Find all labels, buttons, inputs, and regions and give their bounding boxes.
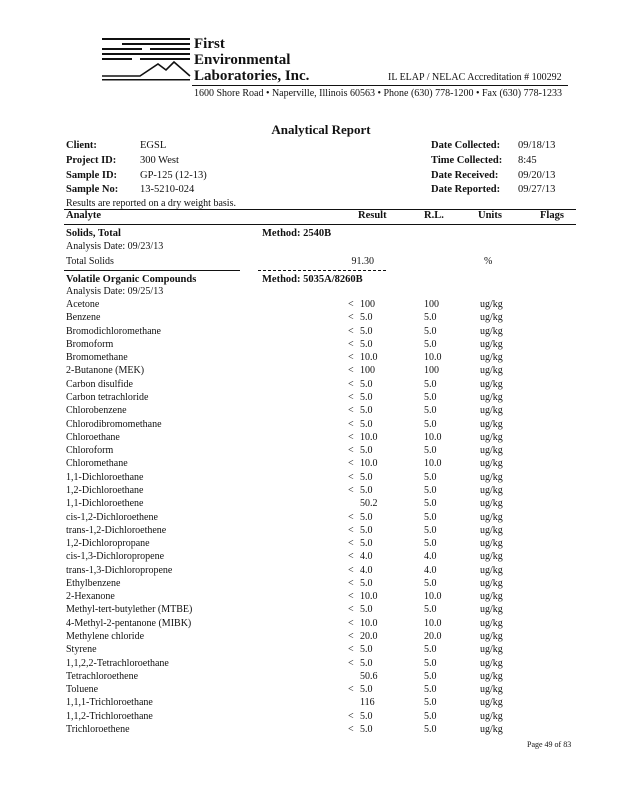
rl-cell: 5.0 (424, 604, 437, 616)
company-name-line3: Laboratories, Inc. (194, 68, 310, 84)
analyte-cell: Acetone (66, 299, 100, 310)
rl-cell: 10.0 (424, 352, 442, 364)
less-than-cell: < (348, 458, 354, 470)
less-than-cell: < (348, 657, 354, 669)
analyte-cell: Benzene (66, 312, 101, 324)
rl-cell: 5.0 (424, 312, 437, 324)
client-label: Client: (66, 140, 97, 151)
company-name-line1: First (194, 36, 225, 52)
analyte-cell: trans-1,2-Dichloroethene (66, 524, 167, 536)
result-cell: 10.0 (360, 431, 378, 443)
analyte-cell: 2-Hexanone (66, 591, 115, 603)
rl-cell: 4.0 (424, 551, 437, 563)
analyte-cell: Styrene (66, 644, 97, 656)
units-cell: ug/kg (480, 418, 503, 430)
result-cell: 4.0 (360, 551, 373, 563)
units-cell: ug/kg (480, 511, 503, 523)
units-cell: ug/kg (480, 710, 503, 722)
result-cell: 10.0 (360, 352, 378, 364)
rl-cell: 10.0 (424, 617, 442, 629)
voc-method: Method: 5035A/8260B (262, 274, 363, 285)
date-received-label: Date Received: (431, 170, 499, 181)
rl-cell: 5.0 (424, 684, 437, 696)
units-cell: ug/kg (480, 684, 503, 696)
units-cell: ug/kg (480, 498, 503, 510)
report-title: Analytical Report (271, 122, 371, 137)
rl-cell: 20.0 (424, 631, 442, 642)
less-than-cell: < (348, 338, 354, 350)
less-than-cell: < (348, 431, 354, 443)
units-cell: ug/kg (480, 577, 503, 589)
result-cell: 5.0 (360, 392, 373, 403)
less-than-cell: < (348, 538, 354, 549)
less-than-cell: < (348, 325, 354, 337)
less-than-cell: < (348, 724, 354, 735)
result-cell: 5.0 (360, 338, 373, 350)
analyte-cell: trans-1,3-Dichloropropene (66, 564, 173, 576)
analyte-cell: Toluene (66, 684, 99, 696)
less-than-cell: < (348, 352, 354, 364)
units-cell: ug/kg (480, 458, 503, 470)
rl-cell: 100 (424, 365, 439, 377)
units-cell: ug/kg (480, 657, 503, 669)
analyte-cell: Methyl-tert-butylether (MTBE) (66, 604, 193, 616)
col-rl: R.L. (424, 210, 444, 221)
units-cell: ug/kg (480, 617, 503, 629)
analyte-cell: Chloroform (66, 445, 114, 457)
rl-cell: 5.0 (424, 392, 437, 403)
less-than-cell: < (348, 392, 354, 403)
less-than-cell: < (348, 445, 354, 457)
less-than-cell: < (348, 591, 354, 603)
less-than-cell: < (348, 684, 354, 696)
result-cell: 4.0 (360, 564, 373, 576)
units-cell: ug/kg (480, 631, 503, 642)
column-header-rule-bottom (64, 224, 576, 225)
units-cell: ug/kg (480, 564, 503, 576)
units-cell: ug/kg (480, 445, 503, 457)
rl-cell: 5.0 (424, 445, 437, 457)
time-collected-label: Time Collected: (431, 155, 503, 166)
result-cell: 5.0 (360, 325, 373, 337)
analyte-cell: Tetrachloroethene (66, 670, 139, 682)
rl-cell: 5.0 (424, 378, 437, 390)
accreditation: IL ELAP / NELAC Accreditation # 100292 (388, 72, 562, 83)
result-cell: 116 (360, 697, 375, 709)
col-units: Units (478, 210, 502, 221)
company-name-line2: Environmental (194, 52, 291, 68)
analyte-cell: cis-1,3-Dichloropropene (66, 551, 165, 563)
analyte-cell: 1,1-Dichloroethane (66, 471, 144, 483)
rl-cell: 10.0 (424, 431, 442, 443)
date-collected-value: 09/18/13 (518, 140, 556, 151)
analyte-cell: 4-Methyl-2-pentanone (MIBK) (66, 617, 192, 629)
result-cell: 10.0 (360, 591, 378, 603)
result-cell: 5.0 (360, 378, 373, 390)
less-than-cell: < (348, 511, 354, 523)
rl-cell: 5.0 (424, 577, 437, 589)
rl-cell: 5.0 (424, 471, 437, 483)
less-than-cell: < (348, 710, 354, 722)
less-than-cell: < (348, 524, 354, 536)
analyte-cell: Bromodichloromethane (66, 325, 161, 337)
result-cell: 100 (360, 299, 375, 310)
section-rule (64, 270, 240, 271)
rl-cell: 5.0 (424, 538, 437, 549)
rl-cell: 5.0 (424, 418, 437, 430)
result-cell: 5.0 (360, 445, 373, 457)
analyte-cell: cis-1,2-Dichloroethene (66, 511, 158, 523)
analyte-cell: Chloromethane (66, 458, 128, 470)
rl-cell: 5.0 (424, 405, 437, 417)
units-cell: ug/kg (480, 338, 503, 350)
analyte-cell: 1,1,2-Trichloroethane (66, 710, 153, 722)
sample-id-value: GP-125 (12-13) (140, 170, 207, 181)
solids-analyte: Total Solids (66, 256, 114, 267)
time-collected-value: 8:45 (518, 155, 537, 166)
less-than-cell: < (348, 551, 354, 563)
rl-cell: 10.0 (424, 458, 442, 470)
less-than-cell: < (348, 312, 354, 324)
analyte-cell: Bromoform (66, 338, 114, 350)
analyte-cell: 2-Butanone (MEK) (66, 365, 145, 377)
units-cell: ug/kg (480, 524, 503, 536)
rl-cell: 100 (424, 299, 439, 310)
result-cell: 5.0 (360, 484, 373, 496)
less-than-cell: < (348, 378, 354, 390)
date-received-value: 09/20/13 (518, 170, 556, 181)
rl-cell: 5.0 (424, 484, 437, 496)
units-cell: ug/kg (480, 697, 503, 709)
analyte-cell: 1,1,2,2-Tetrachloroethane (66, 657, 169, 669)
basis-note: Results are reported on a dry weight basis. (66, 198, 236, 209)
result-cell: 5.0 (360, 312, 373, 324)
result-cell: 5.0 (360, 418, 373, 430)
result-cell: 5.0 (360, 471, 373, 483)
result-cell: 5.0 (360, 538, 373, 549)
less-than-cell: < (348, 418, 354, 430)
less-than-cell: < (348, 617, 354, 629)
units-cell: ug/kg (480, 591, 503, 603)
result-cell: 5.0 (360, 684, 373, 696)
result-cell: 10.0 (360, 617, 378, 629)
units-cell: ug/kg (480, 325, 503, 337)
units-cell: ug/kg (480, 365, 503, 377)
col-analyte: Analyte (66, 210, 101, 221)
rl-cell: 5.0 (424, 498, 437, 510)
rl-cell: 5.0 (424, 524, 437, 536)
analyte-cell: Chlorodibromomethane (66, 418, 162, 430)
sample-no-label: Sample No: (66, 184, 119, 195)
less-than-cell: < (348, 405, 354, 417)
units-cell: ug/kg (480, 471, 503, 483)
analyte-cell: Methylene chloride (66, 631, 145, 642)
analyte-cell: Chloroethane (66, 431, 120, 443)
client-value: EGSL (140, 140, 167, 151)
units-cell: ug/kg (480, 392, 503, 403)
date-reported-label: Date Reported: (431, 184, 501, 195)
solids-title: Solids, Total (66, 228, 121, 239)
units-cell: ug/kg (480, 378, 503, 390)
rl-cell: 5.0 (424, 670, 437, 682)
date-collected-label: Date Collected: (431, 140, 501, 151)
less-than-cell: < (348, 365, 354, 377)
units-cell: ug/kg (480, 644, 503, 656)
date-reported-value: 09/27/13 (518, 184, 556, 195)
company-logo (100, 34, 192, 82)
result-cell: 100 (360, 365, 375, 377)
units-cell: ug/kg (480, 604, 503, 616)
voc-analysis-date: Analysis Date: 09/25/13 (66, 286, 164, 297)
analyte-cell: Carbon tetrachloride (66, 392, 149, 403)
analyte-cell: Bromomethane (66, 352, 128, 364)
less-than-cell: < (348, 577, 354, 589)
solids-units: % (484, 256, 493, 267)
rl-cell: 10.0 (424, 591, 442, 603)
units-cell: ug/kg (480, 405, 503, 417)
header-rule (192, 85, 568, 86)
units-cell: ug/kg (480, 724, 503, 735)
project-label: Project ID: (66, 155, 117, 166)
analyte-cell: 1,2-Dichloroethane (66, 484, 144, 496)
result-cell: 50.2 (360, 498, 378, 510)
rl-cell: 5.0 (424, 644, 437, 656)
analyte-cell: 1,1-Dichloroethene (66, 498, 144, 510)
less-than-cell: < (348, 644, 354, 656)
rl-cell: 5.0 (424, 338, 437, 350)
rl-cell: 5.0 (424, 325, 437, 337)
result-cell: 10.0 (360, 458, 378, 470)
section-rule-dashed (258, 270, 386, 271)
solids-result: 91.30 (351, 256, 374, 267)
analyte-cell: 1,1,1-Trichloroethane (66, 697, 153, 709)
units-cell: ug/kg (480, 299, 503, 310)
solids-analysis-date: Analysis Date: 09/23/13 (66, 241, 164, 252)
rl-cell: 4.0 (424, 564, 437, 576)
result-cell: 20.0 (360, 631, 378, 642)
result-cell: 5.0 (360, 724, 373, 735)
units-cell: ug/kg (480, 670, 503, 682)
less-than-cell: < (348, 484, 354, 496)
result-cell: 5.0 (360, 644, 373, 656)
project-value: 300 West (140, 155, 179, 166)
voc-title: Volatile Organic Compounds (66, 274, 197, 285)
rl-cell: 5.0 (424, 724, 437, 735)
rl-cell: 5.0 (424, 657, 437, 669)
less-than-cell: < (348, 564, 354, 576)
units-cell: ug/kg (480, 352, 503, 364)
analyte-cell: 1,2-Dichloropropane (66, 538, 150, 549)
rl-cell: 5.0 (424, 697, 437, 709)
less-than-cell: < (348, 631, 354, 642)
units-cell: ug/kg (480, 431, 503, 443)
result-cell: 5.0 (360, 710, 373, 722)
rl-cell: 5.0 (424, 710, 437, 722)
result-cell: 5.0 (360, 405, 373, 417)
result-cell: 5.0 (360, 604, 373, 616)
result-cell: 5.0 (360, 577, 373, 589)
result-cell: 5.0 (360, 524, 373, 536)
result-cell: 5.0 (360, 657, 373, 669)
analyte-cell: Ethylbenzene (66, 577, 121, 589)
col-result: Result (358, 210, 387, 221)
page-number: Page 49 of 83 (527, 740, 572, 749)
sample-id-label: Sample ID: (66, 170, 118, 181)
rl-cell: 5.0 (424, 511, 437, 523)
analyte-cell: Trichloroethene (66, 724, 130, 735)
analyte-cell: Chlorobenzene (66, 405, 127, 417)
analyte-cell: Carbon disulfide (66, 378, 133, 390)
solids-method: Method: 2540B (262, 228, 332, 239)
result-cell: 50.6 (360, 670, 378, 682)
result-cell: 5.0 (360, 511, 373, 523)
less-than-cell: < (348, 604, 354, 616)
less-than-cell: < (348, 299, 354, 310)
sample-no-value: 13-5210-024 (140, 184, 195, 195)
units-cell: ug/kg (480, 538, 503, 549)
units-cell: ug/kg (480, 551, 503, 563)
col-flags: Flags (540, 210, 564, 221)
company-address: 1600 Shore Road • Naperville, Illinois 60563 • Phone (630) 778-1200 • Fax (630) 778-1233 (194, 88, 562, 99)
units-cell: ug/kg (480, 312, 503, 324)
less-than-cell: < (348, 471, 354, 483)
units-cell: ug/kg (480, 484, 503, 496)
